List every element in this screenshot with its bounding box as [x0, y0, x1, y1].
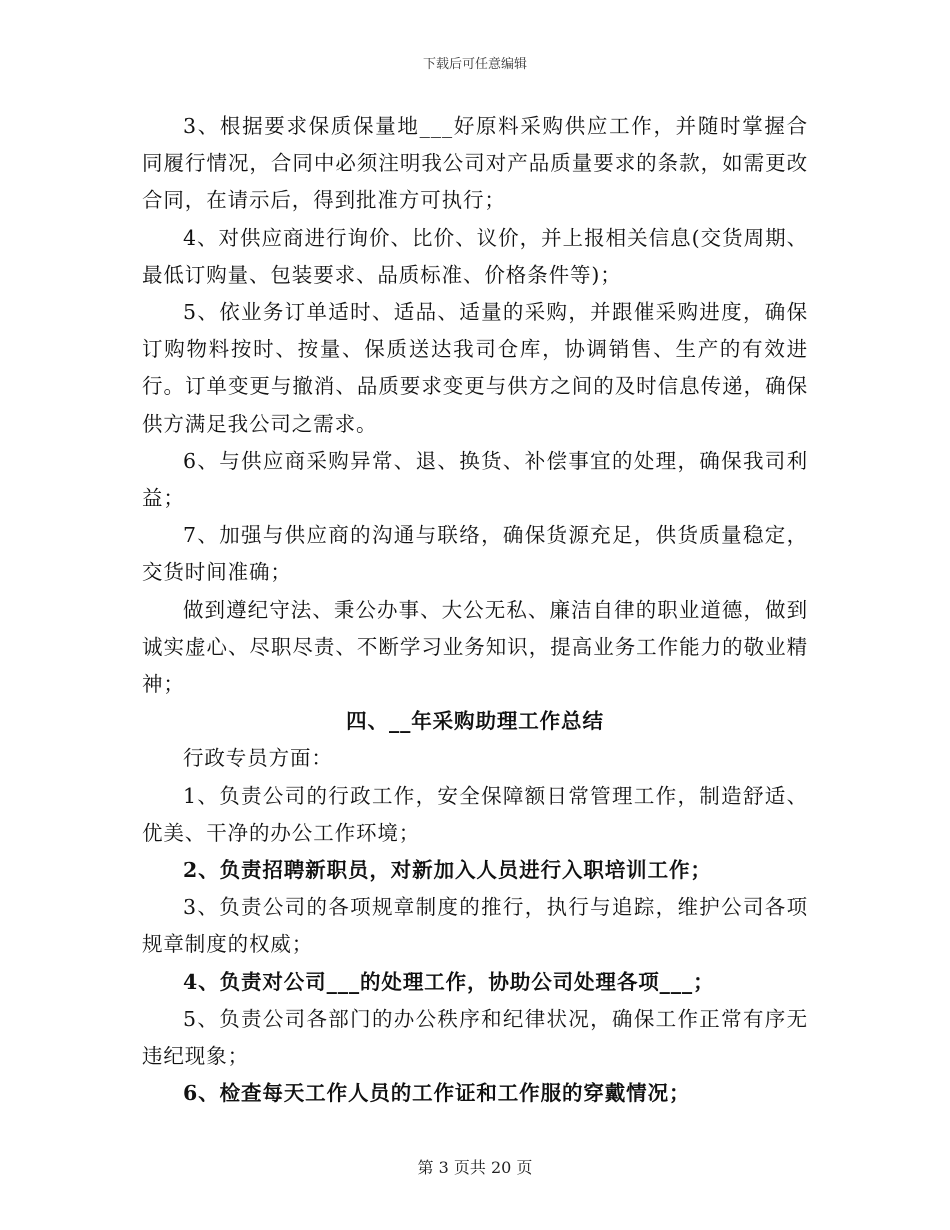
paragraph-item-6: 6、与供应商采购异常、退、换货、补偿事宜的处理，确保我司利益；	[142, 448, 808, 511]
duty-item-1: 1、负责公司的行政工作，安全保障额日常管理工作，制造舒适、优美、干净的办公工作环境；	[142, 783, 808, 845]
document-body	[142, 108, 808, 1112]
section-heading: 四、__年采购助理工作总结	[346, 709, 604, 734]
duty-item-6: 6、检查每天工作人员的工作证和工作服的穿戴情况；	[183, 1081, 691, 1106]
paragraph-ethics: 做到遵纪守法、秉公办事、大公无私、廉洁自律的职业道德，做到诚实虚心、尽职尽责、不断学习业务知识，提高业务工作能力的敬业精神；	[142, 597, 808, 697]
paragraph-item-3: 3、根据要求保质保量地___好原料采购供应工作，并随时掌握合同履行情况，合同中必须注明我公司对产品质量要求的条款，如需更改合同，在请示后，得到批准方可执行；	[142, 114, 808, 213]
duty-item-4: 4、负责对公司___的处理工作，协助公司处理各项___；	[183, 969, 715, 994]
duty-item-3: 3、负责公司的各项规章制度的推行，执行与追踪，维护公司各项规章制度的权威；	[142, 895, 808, 957]
duty-item-5: 5、负责公司各部门的办公秩序和纪律状况，确保工作正常有序无违纪现象；	[142, 1006, 808, 1069]
paragraph-item-4: 4、对供应商进行询价、比价、议价，并上报相关信息(交货周期、最低订购量、包装要求、品质标准、价格条件等)；	[142, 225, 808, 287]
duty-item-2: 2、负责招聘新职员，对新加入人员进行入职培训工作；	[183, 858, 712, 883]
paragraph-item-7: 7、加强与供应商的沟通与联络，确保货源充足，供货质量稳定，交货时间准确；	[142, 523, 808, 585]
paragraph-item-5: 5、依业务订单适时、适品、适量的采购，并跟催采购进度，确保订购物料按时、按量、保质送达我司仓库，协调销售、生产的有效进行。订单变更与撤消、品质要求变更与供方之间的及时信息传递，确保供方满足我公司之需求。	[142, 300, 808, 436]
page-footer: 第 3 页共 20 页	[417, 1158, 533, 1177]
page-header: 下载后可任意编辑	[422, 57, 527, 72]
section-subheading: 行政专员方面：	[183, 746, 333, 771]
